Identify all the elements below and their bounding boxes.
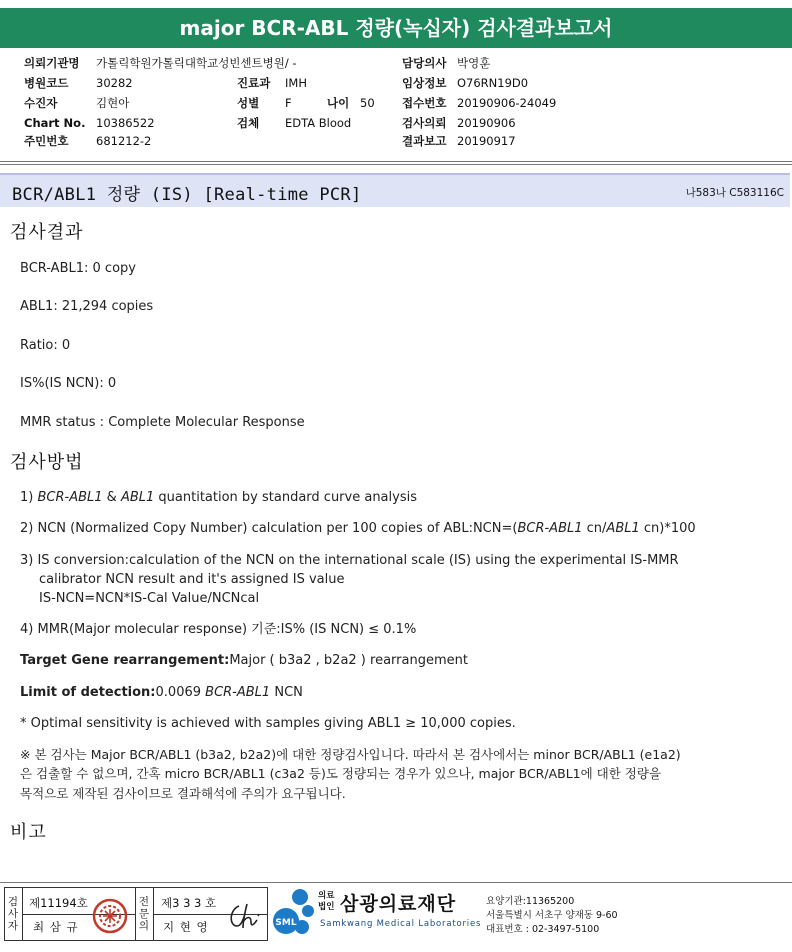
report-title: major BCR-ABL 정량(녹십자) 검사결과보고서 xyxy=(0,8,792,48)
header-divider-top xyxy=(0,161,792,162)
method-step-1-gene-b: ABL1 xyxy=(120,490,155,505)
request-row xyxy=(402,116,516,130)
signature-box xyxy=(4,887,268,941)
specialist-signature-icon xyxy=(225,900,265,934)
chart-label: Chart No. xyxy=(24,116,86,130)
institution-row xyxy=(24,56,297,70)
org-address: 서울특별시 서초구 양재동 9-60 xyxy=(486,910,618,921)
method-step-1-text: quantitation by standard curve analysis xyxy=(158,490,417,505)
method-step-3-line-3: IS-NCN=NCN*IS-Cal Value/NCNcal xyxy=(39,591,260,606)
report-date-value: 20190917 xyxy=(457,134,516,148)
specimen-row xyxy=(237,116,351,130)
clinical-label: 임상정보 xyxy=(402,76,447,90)
target-gene-value: Major ( b3a2 , b2a2 ) rearrangement xyxy=(229,653,468,668)
note-line-3: 목적으로 제작된 검사이므로 결과해석에 주의가 요구됩니다. xyxy=(20,786,346,801)
target-gene-label: Target Gene rearrangement: xyxy=(20,653,230,668)
clinical-value: O76RN19D0 xyxy=(457,76,529,90)
patient-row xyxy=(24,96,129,110)
lod-value: 0.0069 xyxy=(155,685,202,700)
method-step-2-mid: cn/ xyxy=(586,521,607,536)
age-value: 50 xyxy=(360,96,375,110)
age-label: 나이 xyxy=(327,96,350,110)
method-step-2-gene-a: BCR-ABL1 xyxy=(517,521,583,536)
method-step-3-line-1: 3) IS conversion:calculation of the NCN on the international scale (IS) using the experimental IS-MMR xyxy=(20,553,679,568)
inspector-name: 최 삼 규 xyxy=(33,920,79,934)
test-name-bar xyxy=(0,173,790,207)
inspector-seal-icon xyxy=(91,897,129,935)
patient-value: 김현아 xyxy=(96,96,130,110)
receipt-label: 접수번호 xyxy=(402,96,447,110)
chart-row xyxy=(24,116,155,130)
results-heading: 검사결과 xyxy=(10,222,84,243)
signature-divider-2 xyxy=(135,888,136,940)
request-label: 검사의뢰 xyxy=(402,116,447,130)
sex-age-row xyxy=(237,96,375,110)
hospital-code-label: 병원코드 xyxy=(24,76,69,90)
id-row xyxy=(24,134,151,148)
specialist-name: 지 현 영 xyxy=(163,920,209,934)
sml-logo-icon xyxy=(272,887,318,939)
target-gene xyxy=(20,652,468,670)
hospital-code-value: 30282 xyxy=(96,76,133,90)
org-name: 삼광의료재단 xyxy=(340,893,457,915)
method-step-3-line-2: calibrator NCN result and it's assigned IS value xyxy=(39,572,345,587)
patient-label: 수진자 xyxy=(24,96,58,110)
id-label: 주민번호 xyxy=(24,134,69,148)
footer-divider xyxy=(0,882,792,883)
org-prefix: 의료법인 xyxy=(318,891,335,912)
method-step-2-post: cn)*100 xyxy=(643,521,696,536)
method-step-4: 4) MMR(Major molecular response) 기준:IS% (IS NCN) ≤ 0.1% xyxy=(20,622,417,637)
dept-value: IMH xyxy=(285,76,307,90)
care-code: 요양기관:11365200 xyxy=(486,896,575,907)
result-mmr-status: MMR status : Complete Molecular Response xyxy=(20,415,305,430)
method-step-2 xyxy=(20,520,696,538)
lod-label: Limit of detection: xyxy=(20,685,156,700)
receipt-row xyxy=(402,96,556,110)
header-divider-bottom xyxy=(0,164,792,165)
report-date-label: 결과보고 xyxy=(402,134,447,148)
remarks-heading: 비고 xyxy=(10,822,47,843)
org-english-name: Samkwang Medical Laboratories xyxy=(320,919,482,929)
dept-label: 진료과 xyxy=(237,76,271,90)
specimen-value: EDTA Blood xyxy=(285,116,352,130)
test-code: 나583나 C583116C xyxy=(685,187,784,199)
hospital-code-row xyxy=(24,76,133,90)
method-step-2-gene-b: ABL1 xyxy=(606,521,640,536)
method-step-1-gene-a: BCR-ABL1 xyxy=(37,490,103,505)
test-name: BCR/ABL1 정량 (IS) [Real-time PCR] xyxy=(12,185,362,205)
request-value: 20190906 xyxy=(457,116,516,130)
doctor-row xyxy=(402,56,490,70)
note-line-2: 은 검출할 수 없으며, 간혹 micro BCR/ABL1 (c3a2 등)도 정량되는 경우가 있으나, major BCR/ABL1에 대한 정량을 xyxy=(20,766,662,781)
sex-label: 성별 xyxy=(237,96,260,110)
method-step-1-num: 1) xyxy=(20,490,34,505)
lod-gene: BCR-ABL1 xyxy=(205,685,271,700)
doctor-value: 박영훈 xyxy=(457,56,491,70)
institution-label: 의뢰기관명 xyxy=(24,56,80,70)
sml-logo-text: SML xyxy=(275,918,297,928)
method-heading: 검사방법 xyxy=(10,452,84,473)
limit-of-detection xyxy=(20,684,303,702)
method-step-2-pre: 2) NCN (Normalized Copy Number) calculation per 100 copies of ABL:NCN=( xyxy=(20,521,518,536)
method-step-1 xyxy=(20,489,417,507)
dept-row xyxy=(237,76,307,90)
sex-value: F xyxy=(285,96,292,110)
specialist-label: 전문의 xyxy=(138,896,150,932)
inspector-label: 검사자 xyxy=(7,896,19,932)
lod-unit: NCN xyxy=(274,685,303,700)
receipt-value: 20190906-24049 xyxy=(457,96,557,110)
method-step-1-amp: & xyxy=(106,490,117,505)
chart-value: 10386522 xyxy=(96,116,155,130)
report-date-row xyxy=(402,134,516,148)
result-bcr-abl1: BCR-ABL1: 0 copy xyxy=(20,261,136,276)
note-line-1: ※ 본 검사는 Major BCR/ABL1 (b3a2, b2a2)에 대한 정량검사입니다. 따라서 본 검사에서는 minor BCR/ABL1 (e1a2) xyxy=(20,747,681,762)
result-is-percent: IS%(IS NCN): 0 xyxy=(20,376,117,391)
id-value: 681212-2 xyxy=(96,134,152,148)
inspector-license: 제11194호 xyxy=(29,896,88,910)
clinical-row xyxy=(402,76,528,90)
org-phone: 대표번호 : 02-3497-5100 xyxy=(486,924,600,935)
doctor-label: 담당의사 xyxy=(402,56,447,70)
sensitivity-note: * Optimal sensitivity is achieved with samples giving ABL1 ≥ 10,000 copies. xyxy=(20,716,516,731)
result-abl1: ABL1: 21,294 copies xyxy=(20,299,154,314)
specimen-label: 검체 xyxy=(237,116,260,130)
institution-value: 가톨릭학원가톨릭대학교성빈센트병원/ - xyxy=(96,56,297,70)
result-ratio: Ratio: 0 xyxy=(20,338,71,353)
specialist-license: 제3 3 3 호 xyxy=(161,896,217,910)
